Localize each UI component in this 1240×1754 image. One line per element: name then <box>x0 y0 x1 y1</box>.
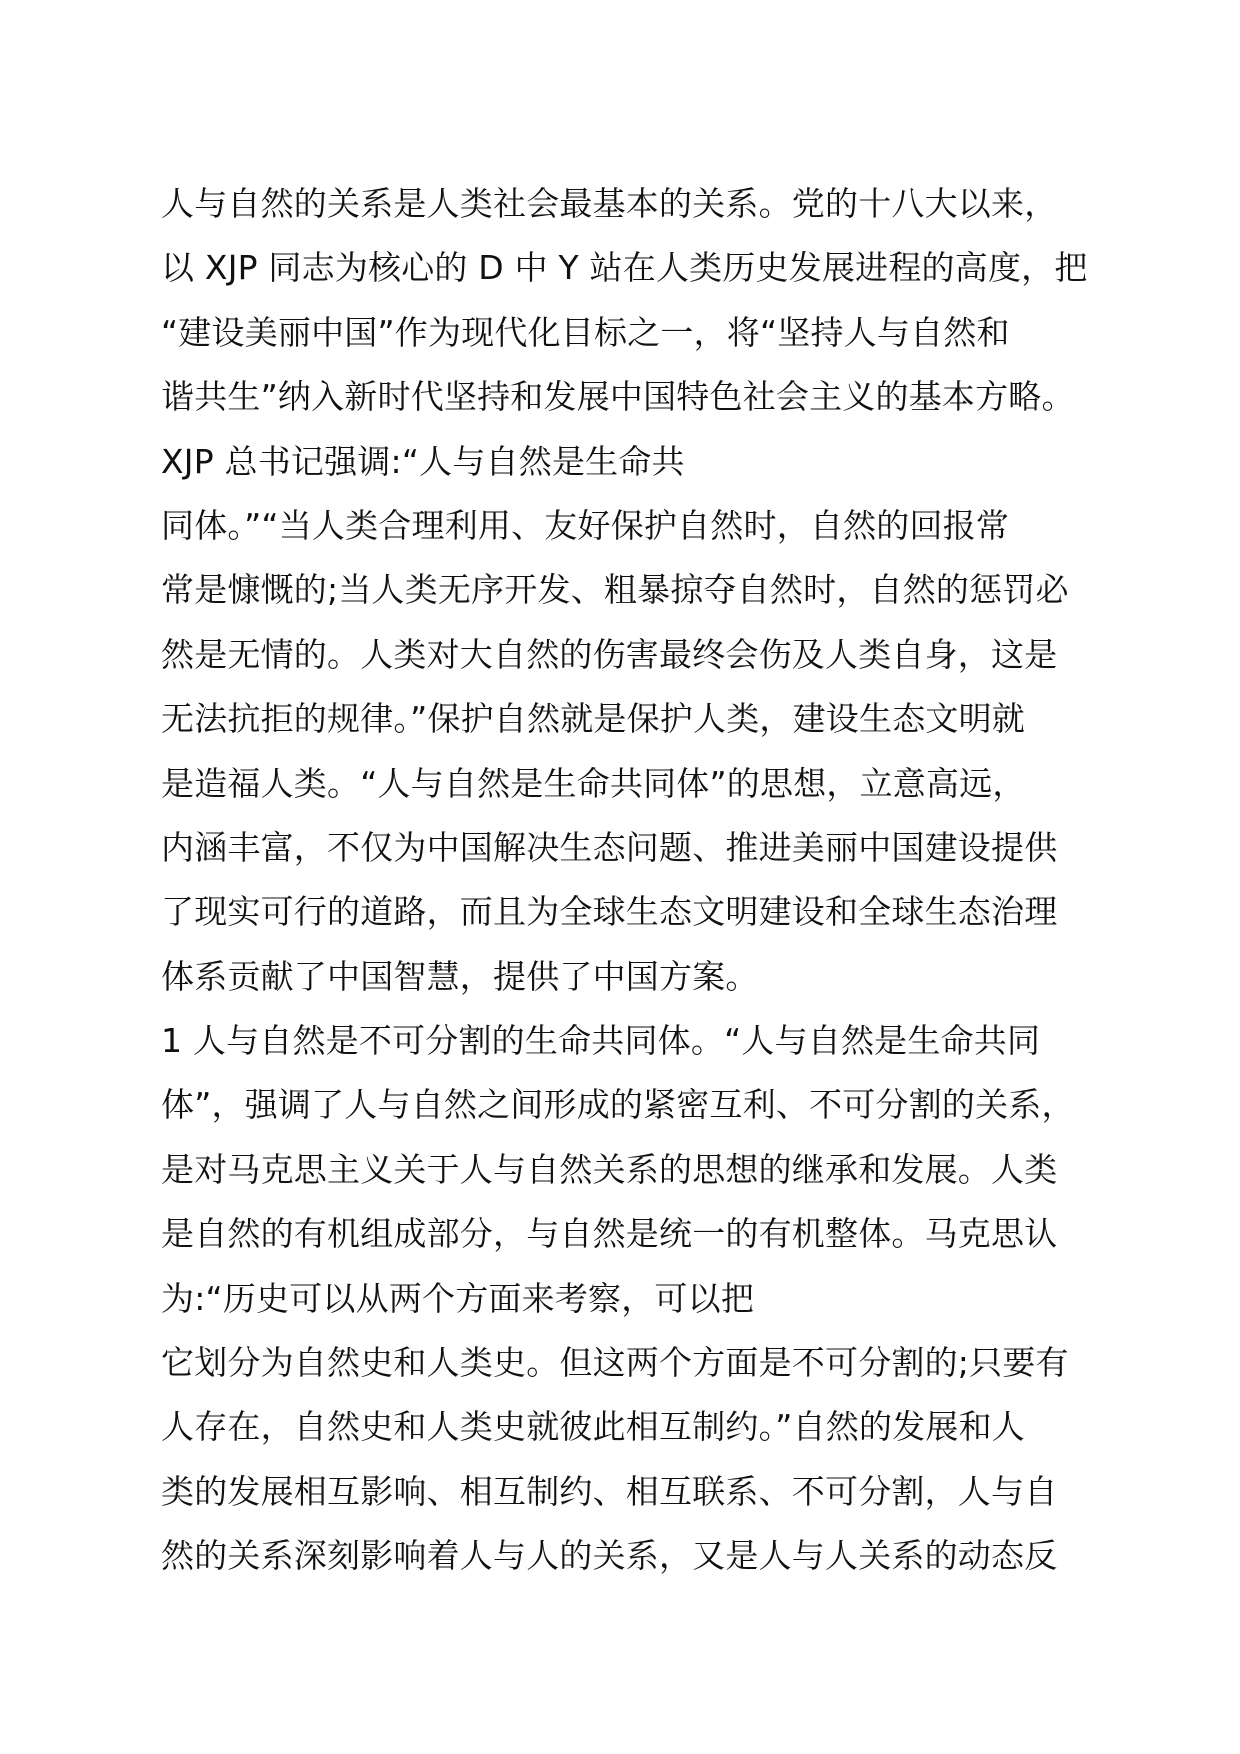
text-line: 人存在，自然史和人类史就彼此相互制约。”自然的发展和人 <box>161 1407 1025 1447</box>
text-line: 常是慷慨的;当人类无序开发、粗暴掠夺自然时，自然的惩罚必 <box>161 570 1069 610</box>
text-line: 人与自然的关系是人类社会最基本的关系。党的十八大以来， <box>161 184 1058 223</box>
text-line: 是对马克思主义关于人与自然关系的思想的继承和发展。人类 <box>161 1149 1058 1189</box>
text-line: 然是无情的。人类对大自然的伤害最终会伤及人类自身，这是 <box>161 634 1058 674</box>
text-line: “建设美丽中国”作为现代化目标之一，将“坚持人与自然和 <box>161 312 1010 352</box>
text-line: 然的关系深刻影响着人与人的关系，又是人与人关系的动态反 <box>161 1536 1058 1576</box>
text-line: XJP 总书记强调:“人与自然是生命共 <box>161 441 685 481</box>
text-line: 体”，强调了人与自然之间形成的紧密互利、不可分割的关系， <box>161 1085 1075 1125</box>
text-line: 谐共生”纳入新时代坚持和发展中国特色社会主义的基本方略。 <box>161 377 1075 417</box>
text-line: 类的发展相互影响、相互制约、相互联系、不可分割，人与自 <box>161 1471 1058 1511</box>
text-line: 为:“历史可以从两个方面来考察，可以把 <box>161 1278 755 1318</box>
text-line: 无法抗拒的规律。”保护自然就是保护人类，建设生态文明就 <box>161 699 1025 739</box>
body-text <box>161 172 1121 1589</box>
text-line: 是自然的有机组成部分，与自然是统一的有机整体。马克思认 <box>161 1214 1058 1254</box>
text-line: 同体。”“当人类合理利用、友好保护自然时，自然的回报常 <box>161 505 1010 545</box>
text-line: 以 XJP 同志为核心的 D 中 Y 站在人类历史发展进程的高度，把 <box>161 248 1088 288</box>
text-line: 是造福人类。“人与自然是生命共同体”的思想，立意高远， <box>161 763 1026 803</box>
text-line: 了现实可行的道路，而且为全球生态文明建设和全球生态治理 <box>161 892 1058 932</box>
text-line: 它划分为自然史和人类史。但这两个方面是不可分割的;只要有 <box>161 1343 1069 1383</box>
text-line: 1 人与自然是不可分割的生命共同体。“人与自然是生命共同 <box>161 1021 1041 1061</box>
text-line: 内涵丰富，不仅为中国解决生态问题、推进美丽中国建设提供 <box>161 827 1058 867</box>
text-line: 体系贡献了中国智慧，提供了中国方案。 <box>161 956 759 996</box>
